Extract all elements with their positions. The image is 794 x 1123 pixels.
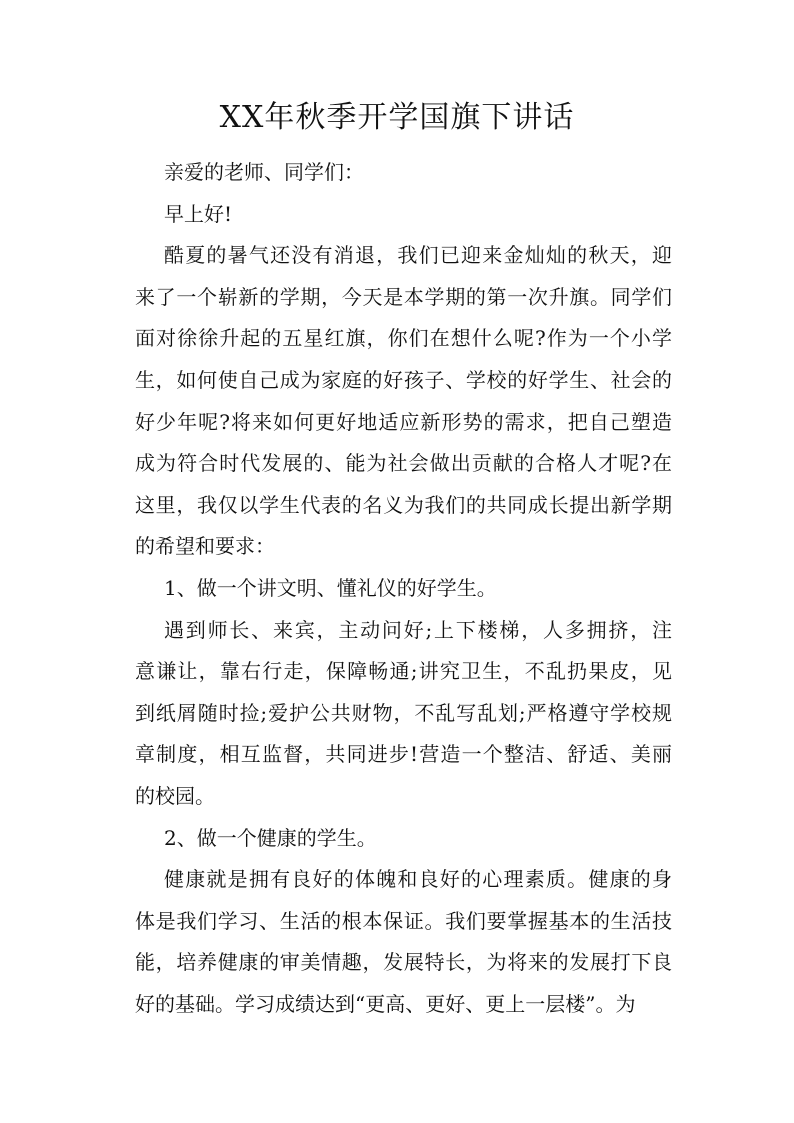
text-line: 章制度，相互监督，共同进步!营造一个整洁、舒适、美丽 — [135, 742, 672, 767]
text-line: 好的基础。学习成绩达到“更高、更好、更上一层楼”。为 — [135, 991, 636, 1016]
paragraph — [135, 818, 672, 860]
text-line: 早上好! — [164, 201, 233, 226]
text-line: 到纸屑随时捡;爱护公共财物，不乱写乱划;严格遵守学校规 — [135, 700, 672, 725]
paragraph — [135, 568, 672, 610]
text-line: 遇到师长、来宾，主动问好;上下楼梯，人多拥挤，注 — [164, 617, 672, 642]
text-line: 好少年呢?将来如何更好地适应新形势的需求，把自己塑造 — [135, 409, 672, 434]
document-title: XX年秋季开学国旗下讲话 — [219, 100, 575, 135]
paragraph — [135, 610, 672, 818]
paragraph — [135, 194, 672, 236]
text-line: 健康就是拥有良好的体魄和良好的心理素质。健康的身 — [164, 867, 672, 892]
text-line: 成为符合时代发展的、能为社会做出贡献的合格人才呢?在 — [135, 451, 672, 476]
text-line: 这里，我仅以学生代表的名义为我们的共同成长提出新学期 — [135, 492, 672, 517]
paragraph — [135, 859, 672, 1025]
paragraph — [135, 235, 672, 568]
text-line: 意谦让，靠右行走，保障畅通;讲究卫生，不乱扔果皮，见 — [135, 659, 672, 684]
text-line: 体是我们学习、生活的根本保证。我们要掌握基本的生活技 — [135, 908, 672, 933]
text-line: 面对徐徐升起的五星红旗，你们在想什么呢?作为一个小学 — [135, 326, 672, 351]
text-line: 的希望和要求： — [135, 534, 275, 559]
paragraph — [135, 152, 672, 194]
text-line: 能，培养健康的审美情趣，发展特长，为将来的发展打下良 — [135, 950, 672, 975]
text-line: 2、做一个健康的学生。 — [164, 825, 377, 850]
text-line: 的校园。 — [135, 783, 215, 808]
text-line: 酷夏的暑气还没有消退，我们已迎来金灿灿的秋天，迎 — [164, 243, 672, 268]
text-line: 1、做一个讲文明、懂礼仪的好学生。 — [164, 575, 497, 600]
text-line: 生，如何使自己成为家庭的好孩子、学校的好学生、社会的 — [135, 367, 672, 392]
document-body — [135, 152, 672, 1025]
text-line: 亲爱的老师、同学们： — [164, 160, 364, 184]
text-line: 来了一个崭新的学期，今天是本学期的第一次升旗。同学们 — [135, 284, 672, 309]
